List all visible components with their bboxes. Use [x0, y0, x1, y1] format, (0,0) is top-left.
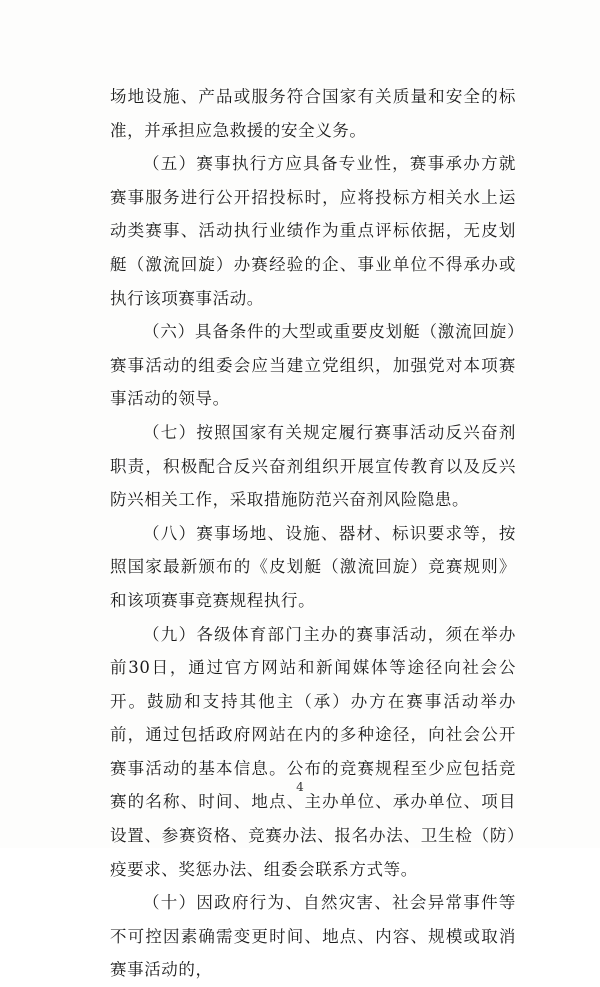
paragraph: （九）各级体育部门主办的赛事活动，须在举办前30日，通过官方网站和新闻媒体等途径向社会公开。鼓励和支持其他主（承）办方在赛事活动举办前，通过包括政府网站在内的多种途径，向社会公开赛事活动的基本信息。公布的竞赛规程至少应包括竞赛的名称、时间、地点、主办单位、承办单位、项目设置、参赛资格、竞赛办法、报名办法、卫生检（防）疫要求、奖惩办法、组委会联系方式等。	[110, 624, 516, 879]
paragraph: （十）因政府行为、自然灾害、社会异常事件等不可控因素确需变更时间、地点、内容、规模或取消赛事活动的，	[110, 893, 516, 980]
paragraph: （七）按照国家有关规定履行赛事活动反兴奋剂职责，积极配合反兴奋剂组织开展宣传教育以及反兴防兴相关工作，采取措施防范兴奋剂风险隐患。	[110, 422, 516, 510]
paragraph: （八）赛事场地、设施、器材、标识要求等，按照国家最新颁布的《皮划艇（激流回旋）竞赛规则》和该项赛事竞赛规程执行。	[110, 523, 516, 610]
page-number: 4	[296, 780, 304, 794]
paragraph: （五）赛事执行方应具备专业性，赛事承办方就赛事服务进行公开招投标时，应将投标方相关水上运动类赛事、活动执行业绩作为重点评标依据，无皮划艇（激流回旋）办赛经验的企、事业单位不得承办或执行该项赛事活动。	[110, 154, 516, 308]
paragraph: （六）具备条件的大型或重要皮划艇（激流回旋）赛事活动的组委会应当建立党组织，加强党对本项赛事活动的领导。	[110, 322, 516, 409]
paragraph: 场地设施、产品或服务符合国家有关质量和安全的标准，并承担应急救援的安全义务。	[110, 87, 516, 140]
body-text	[110, 80, 516, 987]
